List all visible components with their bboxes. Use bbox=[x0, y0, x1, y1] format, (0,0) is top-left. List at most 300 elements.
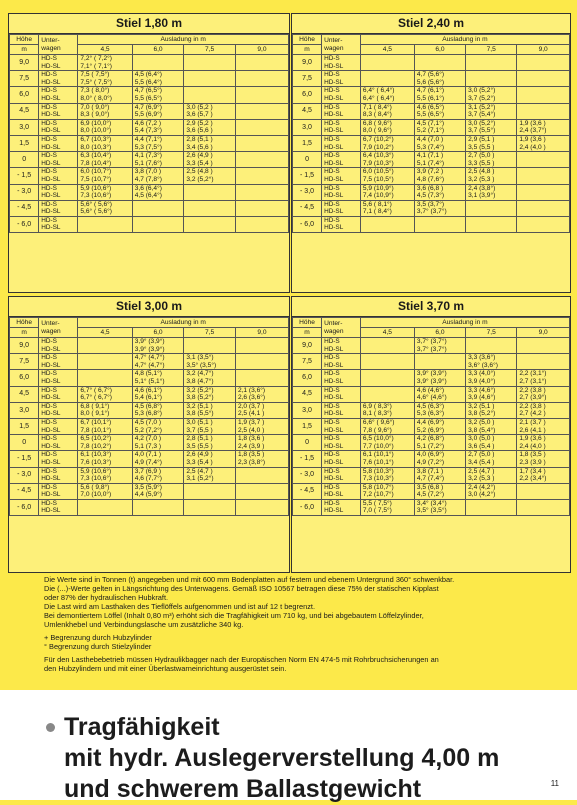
load-value-hd-s bbox=[135, 201, 182, 209]
load-cell bbox=[235, 338, 288, 354]
undercarriage-hd-sl: HD-SL bbox=[324, 442, 344, 450]
load-cell bbox=[132, 135, 184, 151]
load-cell bbox=[132, 354, 184, 370]
col-header-radius: 9,0 bbox=[517, 45, 570, 55]
col-header-hoehe: Höhe bbox=[10, 35, 39, 45]
load-value-hd-sl bbox=[363, 79, 412, 87]
load-cell bbox=[78, 216, 132, 232]
page-number: 11 bbox=[550, 779, 559, 788]
load-value-hd-s: 3,2 (4,7°) bbox=[186, 370, 214, 378]
load-value-hd-sl: 7,4 (10,9°) bbox=[362, 192, 394, 200]
undercarriage-cell bbox=[322, 499, 361, 515]
load-value-hd-s bbox=[468, 201, 514, 209]
load-value-hd-s: 4,8 (5,1°) bbox=[134, 370, 162, 378]
load-value-hd-sl bbox=[468, 224, 514, 232]
load-cell bbox=[78, 103, 132, 119]
load-table bbox=[292, 317, 570, 516]
load-value-hd-s: 4,5 (7,0 ) bbox=[134, 418, 162, 426]
load-value-hd-sl bbox=[519, 224, 567, 232]
load-value-hd-s bbox=[519, 152, 567, 160]
undercarriage-cell bbox=[39, 168, 78, 184]
load-cell bbox=[235, 216, 288, 232]
load-cell bbox=[78, 168, 132, 184]
undercarriage-hd-sl: HD-SL bbox=[324, 175, 344, 183]
load-value-hd-sl: 2,4 (4,0 ) bbox=[519, 442, 546, 450]
undercarriage-hd-s: HD-S bbox=[41, 499, 57, 507]
height-cell: 3,0 bbox=[10, 119, 39, 135]
undercarriage-hd-s: HD-S bbox=[324, 216, 340, 224]
height-cell: 4,5 bbox=[10, 103, 39, 119]
load-cell bbox=[466, 435, 517, 451]
col-header-radius: 7,5 bbox=[466, 328, 517, 338]
load-cell bbox=[184, 435, 236, 451]
height-cell: 7,5 bbox=[293, 71, 322, 87]
load-value-hd-sl: 5,2 (7,1°) bbox=[416, 127, 445, 135]
load-value-hd-sl: 5,3 (6,3°) bbox=[416, 410, 445, 418]
load-cell bbox=[517, 200, 570, 216]
undercarriage-cell bbox=[39, 216, 78, 232]
load-cell bbox=[466, 135, 517, 151]
col-header-ausladung: Ausladung in m bbox=[360, 318, 569, 328]
load-cell bbox=[517, 386, 570, 402]
load-value-hd-sl: 8,0 (10,3°) bbox=[80, 143, 112, 151]
height-cell: 3,0 bbox=[293, 119, 322, 135]
load-value-hd-s: 5,6 ( 8,1°) bbox=[362, 200, 392, 208]
undercarriage-cell bbox=[322, 435, 361, 451]
load-value-hd-sl: 2,4 (4,0 ) bbox=[519, 143, 546, 151]
load-cell bbox=[184, 152, 236, 168]
undercarriage-hd-sl: HD-SL bbox=[41, 224, 61, 232]
load-cell bbox=[360, 467, 414, 483]
load-value-hd-sl bbox=[135, 507, 182, 515]
height-cell: - 1,5 bbox=[293, 451, 322, 467]
undercarriage-hd-sl: HD-SL bbox=[324, 491, 344, 499]
load-value-hd-s: 2,7 (5,0 ) bbox=[468, 152, 495, 160]
load-value-hd-sl: 3,5 (5,5 ) bbox=[186, 442, 213, 450]
undercarriage-hd-s: HD-S bbox=[41, 119, 57, 127]
load-cell bbox=[517, 499, 570, 515]
table-row bbox=[10, 119, 289, 135]
height-cell: - 6,0 bbox=[10, 216, 39, 232]
load-cell bbox=[414, 135, 465, 151]
undercarriage-cell bbox=[322, 451, 361, 467]
height-cell: - 6,0 bbox=[293, 216, 322, 232]
load-value-hd-sl: 8,0 ( 9,1°) bbox=[80, 410, 110, 418]
undercarriage-hd-sl: HD-SL bbox=[41, 192, 61, 200]
load-cell bbox=[78, 483, 132, 499]
undercarriage-hd-s: HD-S bbox=[324, 451, 340, 459]
load-table bbox=[292, 34, 570, 233]
note-line: den Hubzylindern und mit einer Überlastwarneinrichtung ausgerüstet sein. bbox=[44, 664, 287, 673]
load-value-hd-s: 6,7 (10,1°) bbox=[80, 418, 112, 426]
load-cell bbox=[517, 216, 570, 232]
load-value-hd-sl: 2,7 (4,2 ) bbox=[519, 410, 546, 418]
load-cell bbox=[235, 119, 288, 135]
col-header-radius: 6,0 bbox=[414, 45, 465, 55]
load-value-hd-s bbox=[80, 500, 129, 508]
load-cell bbox=[78, 184, 132, 200]
table-row bbox=[10, 71, 289, 87]
load-value-hd-s bbox=[238, 201, 286, 209]
col-header-radius: 7,5 bbox=[184, 328, 236, 338]
table-row bbox=[10, 200, 289, 216]
load-value-hd-sl: 3,5° (3,5°) bbox=[186, 361, 217, 369]
undercarriage-hd-s: HD-S bbox=[324, 370, 340, 378]
load-value-hd-s bbox=[519, 185, 567, 193]
load-value-hd-sl: 3,9 (4,0°) bbox=[468, 377, 496, 385]
table-row bbox=[293, 119, 570, 135]
load-cell bbox=[184, 418, 236, 434]
panel-stiel-300 bbox=[8, 296, 290, 573]
load-value-hd-s bbox=[80, 354, 129, 362]
load-value-hd-sl bbox=[363, 362, 412, 370]
load-value-hd-sl bbox=[186, 491, 233, 499]
load-cell bbox=[360, 370, 414, 386]
load-cell bbox=[78, 152, 132, 168]
undercarriage-cell bbox=[39, 435, 78, 451]
load-cell bbox=[132, 152, 184, 168]
load-cell bbox=[132, 435, 184, 451]
load-value-hd-s bbox=[519, 168, 567, 176]
load-value-hd-s: 4,6 (7,2 ) bbox=[134, 119, 162, 127]
load-cell bbox=[184, 87, 236, 103]
undercarriage-cell bbox=[322, 119, 361, 135]
load-value-hd-sl: 7,6 (10,1°) bbox=[362, 458, 394, 466]
load-value-hd-s bbox=[238, 484, 286, 492]
table-row bbox=[10, 338, 289, 354]
table-row bbox=[293, 200, 570, 216]
load-value-hd-s: 7,3 ( 8,0°) bbox=[80, 87, 110, 95]
bullet-icon bbox=[46, 723, 55, 732]
load-cell bbox=[466, 200, 517, 216]
load-value-hd-sl: 8,0 (10,0°) bbox=[80, 127, 112, 135]
load-value-hd-sl bbox=[238, 127, 286, 135]
undercarriage-hd-s: HD-S bbox=[41, 103, 57, 111]
undercarriage-hd-sl: HD-SL bbox=[41, 111, 61, 119]
undercarriage-cell bbox=[322, 71, 361, 87]
undercarriage-hd-s: HD-S bbox=[324, 354, 340, 362]
load-value-hd-s bbox=[186, 87, 233, 95]
load-cell bbox=[360, 418, 414, 434]
load-value-hd-sl bbox=[519, 79, 567, 87]
load-value-hd-s: 3,1 (5,2°) bbox=[468, 103, 496, 111]
load-value-hd-s bbox=[363, 370, 412, 378]
undercarriage-hd-s: HD-S bbox=[41, 87, 57, 95]
undercarriage-hd-s: HD-S bbox=[324, 184, 340, 192]
load-value-hd-s: 3,2 (5,1 ) bbox=[186, 402, 213, 410]
load-cell bbox=[414, 451, 465, 467]
load-value-hd-s: 4,6 (6,5°) bbox=[416, 103, 445, 111]
load-value-hd-sl bbox=[186, 346, 233, 354]
load-cell bbox=[360, 386, 414, 402]
load-value-hd-sl: 5,4 (7,3°) bbox=[134, 127, 162, 135]
load-value-hd-sl bbox=[80, 378, 129, 386]
load-value-hd-sl: 2,5 (4,1 ) bbox=[237, 410, 265, 418]
load-value-hd-sl: 4,9 (7,2°) bbox=[416, 458, 445, 466]
load-value-hd-s bbox=[186, 71, 233, 79]
load-value-hd-sl: 3,1 (5,2°) bbox=[186, 475, 214, 483]
load-cell bbox=[235, 200, 288, 216]
table-row bbox=[293, 216, 570, 232]
load-value-hd-sl: 3,6 (5,4 ) bbox=[468, 442, 495, 450]
load-value-hd-s: 5,5 ( 7,5°) bbox=[362, 499, 392, 507]
load-value-hd-s: 6,9 (10,0°) bbox=[80, 119, 112, 127]
load-value-hd-sl bbox=[238, 507, 286, 515]
load-cell bbox=[466, 152, 517, 168]
load-value-hd-sl bbox=[238, 95, 286, 103]
load-cell bbox=[78, 338, 132, 354]
col-header-radius: 7,5 bbox=[466, 45, 517, 55]
undercarriage-hd-sl: HD-SL bbox=[41, 426, 61, 434]
load-value-hd-sl: 2,6 (3,6°) bbox=[237, 394, 266, 402]
load-value-hd-sl: 3,3 (5,5 ) bbox=[468, 159, 495, 167]
col-header-unterwagen: Unter- wagen bbox=[39, 318, 78, 338]
height-cell: - 1,5 bbox=[10, 168, 39, 184]
undercarriage-cell bbox=[39, 451, 78, 467]
load-value-hd-sl: 7,9 (10,3°) bbox=[362, 159, 394, 167]
load-cell bbox=[414, 499, 465, 515]
load-value-hd-s: 1,8 (3,6 ) bbox=[237, 435, 265, 443]
load-value-hd-s bbox=[186, 484, 233, 492]
load-cell bbox=[132, 370, 184, 386]
load-value-hd-s bbox=[519, 104, 567, 112]
load-value-hd-sl: 7,8 (10,2°) bbox=[80, 442, 112, 450]
load-value-hd-s bbox=[468, 338, 514, 346]
panel-stiel-240 bbox=[291, 13, 571, 293]
load-value-hd-s: 3,5 (5,9°) bbox=[134, 483, 162, 491]
load-value-hd-sl: 7,8 (10,4°) bbox=[80, 159, 112, 167]
panel-title: Stiel 3,00 m bbox=[9, 297, 289, 317]
load-value-hd-sl: 4,7 (7,4°) bbox=[416, 475, 445, 483]
load-value-hd-s: 2,2 (3,8 ) bbox=[519, 386, 546, 394]
load-value-hd-s: 6,4 (10,3°) bbox=[362, 152, 394, 160]
col-header-unit: m bbox=[10, 45, 39, 55]
load-cell bbox=[517, 370, 570, 386]
load-value-hd-s: 1,9 (3,7 ) bbox=[237, 418, 265, 426]
load-cell bbox=[360, 55, 414, 71]
load-value-hd-s bbox=[238, 217, 286, 225]
height-cell: 6,0 bbox=[10, 87, 39, 103]
load-value-hd-s: 2,8 (5,1 ) bbox=[186, 135, 213, 143]
undercarriage-hd-s: HD-S bbox=[41, 370, 57, 378]
load-value-hd-s: 4,1 (7,3°) bbox=[134, 152, 162, 160]
height-cell: 1,5 bbox=[10, 418, 39, 434]
load-cell bbox=[235, 418, 288, 434]
load-value-hd-s bbox=[519, 354, 567, 362]
table-row bbox=[293, 354, 570, 370]
height-cell: 1,5 bbox=[293, 135, 322, 151]
load-value-hd-sl bbox=[519, 491, 567, 499]
load-value-hd-s: 4,7 (6,1°) bbox=[416, 87, 445, 95]
undercarriage-cell bbox=[39, 200, 78, 216]
undercarriage-hd-s: HD-S bbox=[324, 55, 340, 62]
load-value-hd-sl: 2,4 (3,7°) bbox=[519, 127, 547, 135]
load-cell bbox=[78, 435, 132, 451]
load-value-hd-s bbox=[519, 338, 567, 346]
load-value-hd-s: 2,9 (5,1 ) bbox=[468, 135, 495, 143]
load-cell bbox=[184, 499, 236, 515]
load-value-hd-sl: 3,9° (3,9°) bbox=[134, 345, 165, 353]
table-row bbox=[293, 467, 570, 483]
load-value-hd-sl bbox=[468, 63, 514, 71]
load-value-hd-sl: 5,2 (6,9°) bbox=[416, 426, 445, 434]
undercarriage-cell bbox=[322, 467, 361, 483]
col-header-hoehe: Höhe bbox=[293, 35, 322, 45]
load-cell bbox=[78, 451, 132, 467]
load-cell bbox=[360, 184, 414, 200]
load-cell bbox=[517, 451, 570, 467]
table-row bbox=[293, 135, 570, 151]
height-cell: 0 bbox=[293, 152, 322, 168]
load-cell bbox=[466, 451, 517, 467]
load-value-hd-sl bbox=[363, 394, 412, 402]
load-cell bbox=[360, 216, 414, 232]
load-value-hd-s: 4,2 (6,8°) bbox=[416, 435, 445, 443]
load-cell bbox=[78, 418, 132, 434]
note-line: oder 87% der hydraulischen Hubkraft. bbox=[44, 593, 169, 602]
col-header-radius: 4,5 bbox=[78, 45, 132, 55]
headline-line: Tragfähigkeit bbox=[64, 713, 220, 741]
undercarriage-hd-s: HD-S bbox=[41, 451, 57, 459]
height-cell: 4,5 bbox=[293, 103, 322, 119]
col-header-radius: 9,0 bbox=[235, 45, 288, 55]
load-value-hd-sl: 7,3 (10,3°) bbox=[362, 475, 394, 483]
load-cell bbox=[184, 402, 236, 418]
load-value-hd-sl: 3,2 (5,3 ) bbox=[468, 175, 495, 183]
undercarriage-hd-s: HD-S bbox=[41, 386, 57, 394]
load-value-hd-s: 4,7° (4,7°) bbox=[134, 354, 165, 362]
load-value-hd-sl: 7,7 (10,0°) bbox=[362, 442, 394, 450]
load-value-hd-s: 5,9 (10,6°) bbox=[80, 467, 112, 475]
load-value-hd-sl: 2,5 (4,0 ) bbox=[237, 426, 265, 434]
load-cell bbox=[517, 119, 570, 135]
load-value-hd-sl bbox=[417, 362, 463, 370]
note-line: Umlenkhebel und Verbindungslasche um zusätzliche 340 kg. bbox=[44, 620, 244, 629]
load-value-hd-s bbox=[238, 354, 286, 362]
height-cell: 0 bbox=[10, 152, 39, 168]
table-row bbox=[10, 103, 289, 119]
height-cell: - 6,0 bbox=[293, 499, 322, 515]
col-header-unit: m bbox=[10, 328, 39, 338]
load-value-hd-sl: 7,0 ( 7,5°) bbox=[362, 507, 392, 515]
load-value-hd-sl bbox=[468, 79, 514, 87]
height-cell: 9,0 bbox=[10, 338, 39, 354]
table-row bbox=[293, 451, 570, 467]
load-cell bbox=[414, 370, 465, 386]
load-cell bbox=[517, 402, 570, 418]
load-value-hd-sl bbox=[363, 224, 412, 232]
load-cell bbox=[78, 119, 132, 135]
col-header-radius: 4,5 bbox=[78, 328, 132, 338]
col-header-radius: 6,0 bbox=[414, 328, 465, 338]
load-value-hd-sl: 2,3 (3,8°) bbox=[237, 458, 266, 466]
load-value-hd-s: 2,8 (5,1 ) bbox=[186, 435, 213, 443]
undercarriage-hd-sl: HD-SL bbox=[324, 78, 344, 86]
load-cell bbox=[466, 119, 517, 135]
load-cell bbox=[184, 55, 236, 71]
load-value-hd-s bbox=[238, 370, 286, 378]
load-cell bbox=[132, 418, 184, 434]
undercarriage-hd-sl: HD-SL bbox=[324, 111, 344, 119]
undercarriage-hd-s: HD-S bbox=[41, 338, 57, 345]
load-cell bbox=[360, 402, 414, 418]
load-cell bbox=[184, 200, 236, 216]
col-header-radius: 4,5 bbox=[360, 45, 414, 55]
load-value-hd-sl: 3,4 (5,6 ) bbox=[186, 143, 213, 151]
load-value-hd-sl bbox=[186, 507, 233, 515]
load-value-hd-sl bbox=[519, 176, 567, 184]
note-line: Bei demontiertem Löffel (Inhalt 0,80 m³) erhöht sich die Tragfähigkeit um 710 kg, und bei abgebautem Löffelzylinder, bbox=[44, 611, 424, 620]
load-value-hd-s: 5,6 ( 9,8°) bbox=[80, 483, 110, 491]
load-cell bbox=[466, 216, 517, 232]
table-row bbox=[293, 71, 570, 87]
load-cell bbox=[414, 55, 465, 71]
load-value-hd-sl: 7,6 (10,3°) bbox=[80, 458, 112, 466]
undercarriage-hd-s: HD-S bbox=[41, 435, 57, 443]
load-value-hd-s: 4,4 (7,0 ) bbox=[416, 135, 444, 143]
load-value-hd-sl: 3,9° (3,9°) bbox=[416, 377, 447, 385]
load-value-hd-s: 3,0 (5,0 ) bbox=[468, 435, 495, 443]
height-cell: - 1,5 bbox=[10, 451, 39, 467]
load-cell bbox=[78, 200, 132, 216]
load-cell bbox=[360, 354, 414, 370]
undercarriage-hd-sl: HD-SL bbox=[324, 127, 344, 135]
load-value-hd-s: 2,2 (3,1°) bbox=[519, 370, 547, 378]
panel-stiel-370 bbox=[291, 296, 571, 573]
height-cell: 4,5 bbox=[293, 386, 322, 402]
undercarriage-hd-s: HD-S bbox=[324, 386, 340, 394]
table-row bbox=[10, 354, 289, 370]
height-cell: - 4,5 bbox=[10, 483, 39, 499]
load-value-hd-sl: 3,6 (5,6 ) bbox=[186, 127, 213, 135]
height-cell: - 3,0 bbox=[293, 467, 322, 483]
load-value-hd-sl: 3,7 (5,5 ) bbox=[186, 426, 213, 434]
load-value-hd-sl bbox=[186, 208, 233, 216]
table-row bbox=[293, 370, 570, 386]
load-cell bbox=[184, 370, 236, 386]
load-value-hd-s: 4,0 (7,1 ) bbox=[134, 451, 162, 459]
load-value-hd-s bbox=[135, 217, 182, 225]
load-value-hd-s: 4,6 (6,1°) bbox=[134, 386, 162, 394]
load-cell bbox=[235, 467, 288, 483]
load-value-hd-s bbox=[363, 217, 412, 225]
load-value-hd-s bbox=[238, 55, 286, 63]
undercarriage-hd-sl: HD-SL bbox=[41, 410, 61, 418]
load-value-hd-sl: 3,0 (4,2°) bbox=[468, 491, 496, 499]
load-value-hd-sl bbox=[417, 63, 463, 71]
load-cell bbox=[517, 354, 570, 370]
note-line: Die Werte sind in Tonnen (t) angegeben und mit 600 mm Bodenplatten auf festem und ebenem Untergrund 360° schwenkbar. bbox=[44, 575, 455, 584]
undercarriage-cell bbox=[39, 386, 78, 402]
load-cell bbox=[235, 451, 288, 467]
load-value-hd-s bbox=[186, 201, 233, 209]
undercarriage-cell bbox=[39, 103, 78, 119]
load-value-hd-sl: 2,4 (3,9 ) bbox=[237, 442, 265, 450]
load-cell bbox=[360, 483, 414, 499]
load-value-hd-s bbox=[238, 168, 286, 176]
load-value-hd-sl: 4,6 (7,7°) bbox=[134, 475, 162, 483]
load-value-hd-s bbox=[186, 338, 233, 346]
load-cell bbox=[360, 200, 414, 216]
load-value-hd-s: 2,2 (3,8 ) bbox=[519, 402, 546, 410]
load-cell bbox=[360, 152, 414, 168]
load-cell bbox=[132, 483, 184, 499]
undercarriage-hd-s: HD-S bbox=[41, 402, 57, 410]
undercarriage-hd-sl: HD-SL bbox=[324, 62, 344, 70]
table-row bbox=[293, 55, 570, 71]
load-cell bbox=[360, 451, 414, 467]
load-value-hd-sl: 2,7 (3,9°) bbox=[519, 394, 547, 402]
